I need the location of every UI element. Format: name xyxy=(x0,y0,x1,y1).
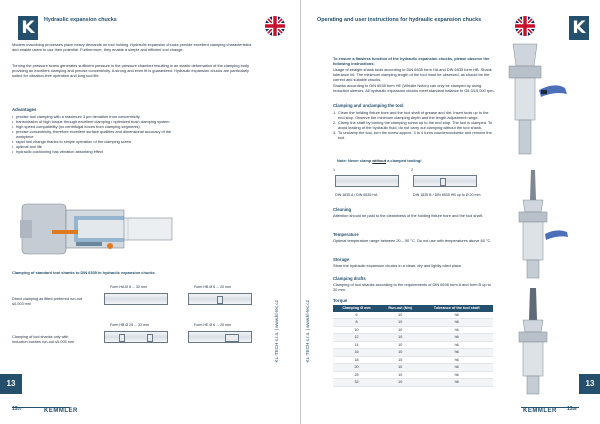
clamp-heading: Clamping and unclamping the tool xyxy=(333,103,404,108)
uk-flag-icon xyxy=(265,16,285,36)
direct-clamping-label: Direct clamping as fitted preferred run-out ≤0.003 mm xyxy=(12,297,83,306)
table-row xyxy=(333,356,493,364)
list-item: • precise concentricity, therefore excellent surface qualities and dimensional accuracy of the workpiece xyxy=(12,129,187,139)
table-cell: 12 xyxy=(333,334,380,342)
table-cell: h6 xyxy=(420,349,493,357)
table-header-row xyxy=(333,305,493,312)
chapter-number: 13 xyxy=(567,406,573,412)
table-cell: h6 xyxy=(420,312,493,319)
torque-table xyxy=(333,305,493,387)
page-number xyxy=(12,406,22,412)
table-row xyxy=(333,379,493,387)
table-row xyxy=(333,349,493,357)
table-row xyxy=(333,312,493,319)
table-cell: 32 xyxy=(333,379,380,387)
list-item: • high speed compatibility (no centrifugal forces from clamping segments) xyxy=(12,124,187,129)
table-cell: 8 xyxy=(333,319,380,327)
table-cell: 10 xyxy=(380,356,420,364)
table-cell: 10 xyxy=(380,326,420,334)
step-text: Clamp the shaft by turning the clamping screw up to the end stop. The tool is clamped. To avoid leaking of the hydraulic fluid, do not carry out clamping without the tool shank. xyxy=(338,120,493,130)
chapter-tab: 13 xyxy=(579,374,600,394)
figure-1-caption: DIN 1835 A / DIN 6535 HA xyxy=(335,193,378,197)
list-item: 2. Clamp the shaft by turning the clamping screw up to the end stop. The tool is clamped. To avoid leaking of the hydraulic fluid, do not carry out clamping without the tool shank. xyxy=(333,120,493,130)
table-cell: h6 xyxy=(420,334,493,342)
drafts-heading: Clamping drafts xyxy=(333,276,366,281)
form-ha-label: Form HA Ø 6 ... 32 mm xyxy=(110,285,147,289)
chuck-with-endmill-illustration xyxy=(507,288,571,396)
storage-text: Store the hydraulic expansion chucks in a clean, dry and lightly oiled place. xyxy=(333,263,463,268)
table-cell: h6 xyxy=(420,341,493,349)
table-cell: 18 xyxy=(333,356,380,364)
step-text: Clean the holding fixture bore and the tool shaft of grease and dirt. Insert tools up to the end stop. Observe the minimum clamping depth and the length adjustment range. xyxy=(338,110,489,120)
chuck-cutaway-illustration xyxy=(18,190,178,266)
list-item: 3. To unclamp the tool, turn the screw approx. 3 to 4 turns counterclockwise and remove the tool. xyxy=(333,130,492,140)
figure-1-number: 1 xyxy=(333,168,335,172)
intro-text: Modern machining processes place heavy demands on tool holding. Hydraulic expansion chucks provide excellent clamping characteristics and enable users to use their potential. Furthermore, they enable a simple and efficient tool change. xyxy=(12,42,252,52)
advantages-heading: Advantages xyxy=(12,107,37,112)
table-cell: 6 xyxy=(333,312,380,319)
note-label: Note: Never clamp xyxy=(337,158,372,163)
chapter-number: 13 xyxy=(12,406,18,412)
temperature-text: Optimal temperature range between 20 – 50 °C. Do not use with temperatures above 80 °C. xyxy=(333,238,492,243)
column-header: Clamping Ø mm xyxy=(333,305,380,312)
uk-flag-icon xyxy=(515,16,535,36)
table-row xyxy=(333,341,493,349)
kemmler-logo: K xyxy=(569,16,589,40)
table-row xyxy=(333,334,493,342)
form-hb2-label: Form HB Ø 25 ... 32 mm xyxy=(110,323,150,327)
figure-2-number: 2 xyxy=(411,168,413,172)
preface-text-2: Shanks according to DIN 6535 form HE (Whistle Notch) can only be clamped by using reduction sleeves. All hydraulic expansion chucks meet standard balance to G6.3/15,000 rpm. xyxy=(333,83,495,93)
shank-form-he xyxy=(188,331,252,343)
drafts-text: Clamping of tool shanks according to the requirements of DIN 6535 form A and form B up to 20 mm. xyxy=(333,282,491,292)
figure-2-caption: DIN 1835 B / DIN 6535 HB up to Ø 20 mm xyxy=(413,193,481,197)
table-cell: h6 xyxy=(420,356,493,364)
chapter-tab: 13 xyxy=(0,374,22,394)
note-rest: a clamped tooling! xyxy=(387,158,422,163)
page-number xyxy=(567,406,577,412)
table-cell: h6 xyxy=(420,319,493,327)
side-contact: KL-TECH s.r.o. | www.kl-tec.cz xyxy=(305,300,310,363)
cleaning-heading: Cleaning xyxy=(333,207,352,212)
right-page xyxy=(300,0,600,424)
form-hb-label: Form HB Ø 6 ... 20 mm xyxy=(194,285,232,289)
table-cell: h6 xyxy=(420,364,493,372)
list-item: 1. Clean the holding fixture bore and the tool shaft of grease and dirt. Insert tools up to the end stop. Observe the minimum clamping depth and the length adjustment range. xyxy=(333,110,489,120)
temperature-heading: Temperature xyxy=(333,232,359,237)
clamp-steps xyxy=(333,110,495,140)
page-title: Hydraulic expansion chucks xyxy=(44,17,117,23)
table-row xyxy=(333,319,493,327)
table-cell: 10 xyxy=(380,319,420,327)
table-cell: 10 xyxy=(380,349,420,357)
table-cell: 25 xyxy=(333,371,380,379)
kemmler-logo: K xyxy=(18,16,38,40)
table-cell: 10 xyxy=(333,326,380,334)
note-emphasis: without xyxy=(372,158,387,163)
table-cell: 10 xyxy=(380,312,420,319)
table-cell: h6 xyxy=(420,326,493,334)
page-sub-number: 28 xyxy=(572,407,577,411)
footer-brand: KEMMLER xyxy=(44,408,78,414)
page-sub-number: 27 xyxy=(17,407,22,411)
shank-figure-1 xyxy=(335,175,399,187)
storage-heading: Storage xyxy=(333,257,349,262)
table-cell: h6 xyxy=(420,371,493,379)
intro-text-2: Turning the pressure screw generates sufficient pressure in the pressure chamber resulting in an elastic deformation of the clamping body providing an excellent clamping and precise concentricity. A strong and even fit is guaranteed. Hydraulic expansion chucks are particularly suited for vibration-free operation and long tool life. xyxy=(12,63,250,78)
list-item: • rapid tool change thanks to simple operation of the clamping screw xyxy=(12,139,187,144)
step-text: To unclamp the tool, turn the screw approx. 3 to 4 turns counterclockwise and remove the tool. xyxy=(338,130,492,140)
shank-form-ha xyxy=(104,293,168,305)
torque-heading: Torque xyxy=(333,298,348,303)
table-cell: 10 xyxy=(380,364,420,372)
table-cell: 10 xyxy=(380,334,420,342)
shank-form-hb2 xyxy=(104,331,168,343)
side-contact: KL-TECH s.r.o. | www.kl-tec.cz xyxy=(274,300,279,363)
shank-heading: Clamping of standard tool shanks to DIN 6535 in hydraulic expansion chucks xyxy=(12,270,155,275)
table-row xyxy=(333,364,493,372)
list-item: • transmission of high torque through excellent clamping / optimized bush clamping system xyxy=(12,119,187,124)
form-he-label: Form HE Ø 6 ... 20 mm xyxy=(194,323,232,327)
preface-heading: To ensure a flawless function of the hydraulic expansion chucks, please observe the following instructions: xyxy=(333,56,490,66)
table-row xyxy=(333,371,493,379)
footer-brand: KEMMLER xyxy=(523,408,557,414)
table-cell: 10 xyxy=(380,371,420,379)
shank-form-hb xyxy=(188,293,252,305)
table-cell: 20 xyxy=(333,364,380,372)
shank-figure-2 xyxy=(413,175,477,187)
column-header: Run-out (Nm) xyxy=(380,305,420,312)
note-text xyxy=(337,158,422,163)
preface-text: Usage of straight shank tools according to DIN 6535 form HA and DIN 6535 form HB. Shank tolerance h6. The minimum clamping length of the tool must be observed, as should be the correct and suitable chucks. xyxy=(333,67,492,82)
table-cell: 10 xyxy=(380,341,420,349)
table-cell: 10 xyxy=(380,379,420,387)
list-item: • precise tool clamping with a maximum 3 μm deviation from concentricity xyxy=(12,114,187,119)
chuck-with-key-illustration xyxy=(499,40,571,158)
table-cell: 16 xyxy=(333,349,380,357)
page-title: Operating and user instructions for hydraulic expansion chucks xyxy=(317,17,482,23)
sleeve-clamping-label: Clamping of tool shanks only with reduction bushes run-out ≤0.005 mm xyxy=(12,335,75,344)
cleaning-text: Attention should be paid to the cleanliness of the holding fixture bore and the tool shaft. xyxy=(333,213,483,218)
list-item: • hydraulic cushioning has vibration absorbing effect xyxy=(12,149,187,154)
table-cell: h6 xyxy=(420,379,493,387)
table-cell: 14 xyxy=(333,341,380,349)
chuck-with-drill-illustration xyxy=(507,170,571,280)
column-header: Tolerance of the tool shaft xyxy=(420,305,493,312)
list-item: • optimal tool life xyxy=(12,144,187,149)
table-row xyxy=(333,326,493,334)
advantages-list xyxy=(12,114,187,154)
